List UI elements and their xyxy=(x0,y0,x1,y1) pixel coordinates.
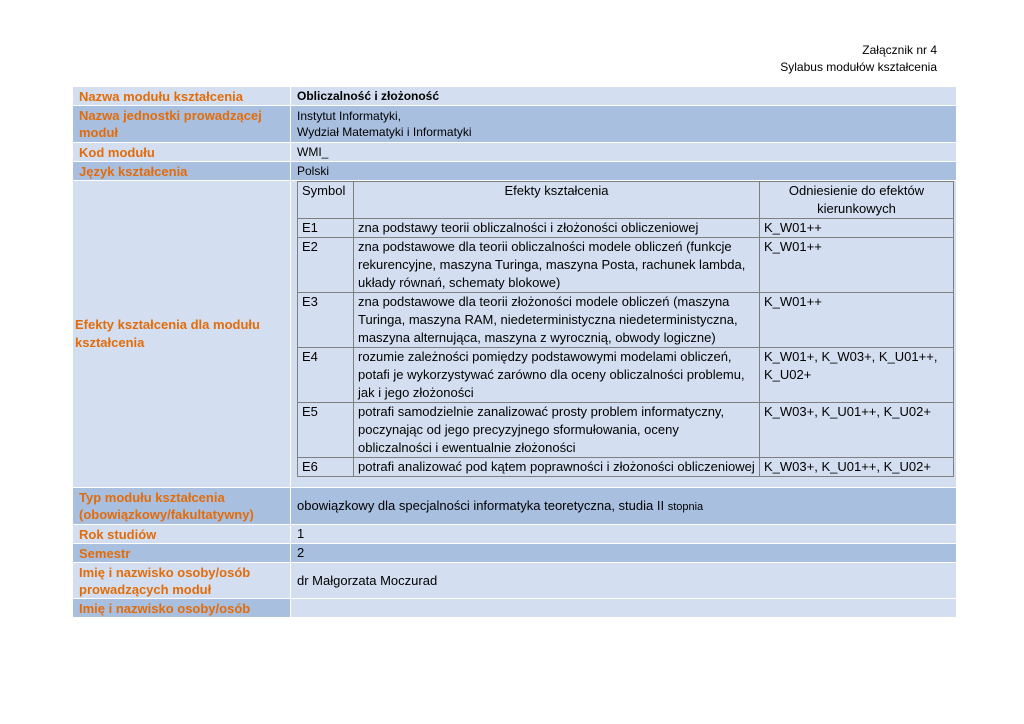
effect-reference: K_W03+, K_U01++, K_U02+ xyxy=(760,403,954,458)
module-code-value: WMI_ xyxy=(291,143,957,162)
effect-symbol: E6 xyxy=(298,458,354,477)
module-type-value xyxy=(291,488,957,525)
row-module-type xyxy=(73,488,957,525)
row-unit-name xyxy=(73,106,957,143)
effect-text: zna podstawowe dla teorii obliczalności modele obliczeń (funkcje rekurencyjne, maszyna Turinga, maszyna Posta, rachunek lambda, układy równań, schematy blokowe) xyxy=(354,238,760,293)
unit-name-label: Nazwa jednostki prowadzącej moduł xyxy=(73,106,291,143)
examiners-value xyxy=(291,599,957,618)
effect-reference: K_W01+, K_W03+, K_U01++, K_U02+ xyxy=(760,348,954,403)
row-module-code xyxy=(73,143,957,162)
lecturers-label: Imię i nazwisko osoby/osób prowadzących moduł xyxy=(73,563,291,599)
effect-reference: K_W01++ xyxy=(760,293,954,348)
document-subtitle: Sylabus modułów kształcenia xyxy=(780,60,937,74)
module-code-label: Kod modułu xyxy=(73,143,291,162)
row-effects xyxy=(73,181,957,488)
row-examiners xyxy=(73,599,957,618)
module-name-value: Obliczalność i złożoność xyxy=(291,87,957,106)
module-type-text: obowiązkowy dla specjalności informatyka teoretyczna, studia II xyxy=(297,497,665,513)
year-label: Rok studiów xyxy=(73,525,291,544)
row-semester xyxy=(73,544,957,563)
year-value: 1 xyxy=(291,525,957,544)
effect-reference: K_W01++ xyxy=(760,238,954,293)
row-language xyxy=(73,162,957,181)
module-type-label: Typ modułu kształcenia (obowiązkowy/fakultatywny) xyxy=(73,488,291,525)
effect-symbol: E4 xyxy=(298,348,354,403)
language-label: Język kształcenia xyxy=(73,162,291,181)
effect-text: rozumie zależności pomiędzy podstawowymi modelami obliczeń, potafi je wykorzystywać zarówno dla oceny obliczalności problemu, jak i jego złożoności xyxy=(354,348,760,403)
document-header xyxy=(780,42,937,76)
syllabus-table xyxy=(72,86,957,618)
effect-row xyxy=(298,238,954,293)
effect-text: potrafi analizować pod kątem poprawności i złożoności obliczeniowej xyxy=(354,458,760,477)
effect-row xyxy=(298,348,954,403)
effect-row xyxy=(298,403,954,458)
effects-header-row xyxy=(298,182,954,219)
effect-text: zna podstawy teorii obliczalności i złożoności obliczeniowej xyxy=(354,219,760,238)
effects-label: Efekty kształcenia dla modułu kształcenia xyxy=(73,181,291,488)
lecturers-value: dr Małgorzata Moczurad xyxy=(291,563,957,599)
unit-name-value xyxy=(291,106,957,143)
semester-value: 2 xyxy=(291,544,957,563)
effect-text: zna podstawowe dla teorii złożoności modele obliczeń (maszyna Turinga, maszyna RAM, niedeterministyczna niedeterministyczna, maszyna alternująca, maszyna z wyrocznią, obwody logiczne) xyxy=(354,293,760,348)
unit-name-line2: Wydział Matematyki i Informatyki xyxy=(297,125,472,139)
effect-reference: K_W03+, K_U01++, K_U02+ xyxy=(760,458,954,477)
module-type-tail: stopnia xyxy=(667,500,704,513)
effects-table xyxy=(297,181,954,477)
semester-label: Semestr xyxy=(73,544,291,563)
effect-symbol: E2 xyxy=(298,238,354,293)
symbol-header: Symbol xyxy=(298,182,354,219)
row-lecturers xyxy=(73,563,957,599)
module-name-label: Nazwa modułu kształcenia xyxy=(73,87,291,106)
language-value: Polski xyxy=(291,162,957,181)
effect-symbol: E1 xyxy=(298,219,354,238)
effect-row xyxy=(298,293,954,348)
attachment-number: Załącznik nr 4 xyxy=(862,43,937,57)
effect-reference: K_W01++ xyxy=(760,219,954,238)
row-module-name xyxy=(73,87,957,106)
row-year xyxy=(73,525,957,544)
effect-row xyxy=(298,458,954,477)
effects-cell xyxy=(291,181,957,488)
effect-symbol: E3 xyxy=(298,293,354,348)
examiners-label: Imię i nazwisko osoby/osób xyxy=(73,599,291,618)
effect-text: potrafi samodzielnie zanalizować prosty problem informatyczny, poczynając od jego precyzyjnego sformułowania, oceny obliczalności i ewentualnie złożoności xyxy=(354,403,760,458)
reference-header: Odniesienie do efektów kierunkowych xyxy=(760,182,954,219)
effect-symbol: E5 xyxy=(298,403,354,458)
effects-header: Efekty kształcenia xyxy=(354,182,760,219)
effect-row xyxy=(298,219,954,238)
unit-name-line1: Instytut Informatyki, xyxy=(297,109,402,123)
